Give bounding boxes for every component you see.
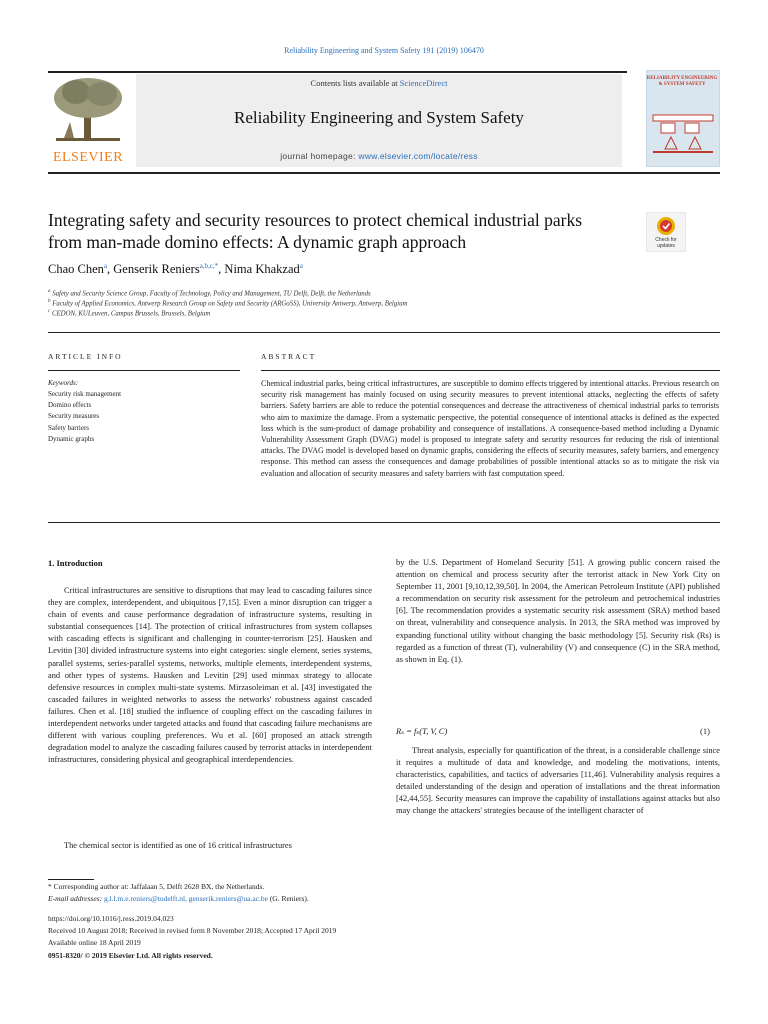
equation-1: Rₛ = fₛ(T, V, C) (396, 726, 448, 736)
sciencedirect-link[interactable]: ScienceDirect (399, 78, 448, 88)
author-sup[interactable]: a (103, 262, 108, 270)
footnote-rule (48, 879, 94, 880)
affiliation (48, 299, 698, 307)
email-suffix: (G. Reniers). (267, 894, 309, 903)
section-rule (48, 522, 720, 523)
contents-line (136, 78, 622, 88)
affiliation-sup: c (48, 309, 51, 314)
contents-prefix: Contents lists available at (310, 78, 400, 88)
keywords-label: Keywords: (48, 379, 79, 387)
elsevier-wordmark: ELSEVIER (52, 150, 124, 165)
header-rule-bottom (48, 172, 720, 174)
author-sup[interactable]: a (299, 262, 303, 270)
affiliation-text: Safety and Security Science Group, Faculty of Technology, Policy and Management, TU Delft, Delft, the Netherlands (52, 290, 371, 298)
email-line (48, 894, 309, 903)
email-links[interactable]: g.l.l.m.e.reniers@tudelft.nl, genserik.reniers@ua.ac.be (103, 894, 268, 903)
affiliation-text: CEDON, KULeuven, Campus Brussels, Brussels, Belgium (51, 310, 211, 318)
journal-citation[interactable]: Reliability Engineering and System Safety 191 (2019) 106470 (284, 46, 484, 55)
keyword-item: Safety barriers (48, 423, 90, 432)
abstract-text: Chemical industrial parks, being critical infrastructures, are susceptible to domino effects triggered by intentional attacks. Previous research on security risk management has mainly focused on using security measures to prevent intentional attacks, neglecting the effects of safety barriers. Safety barriers are able to reduce the potential consequences and decrease the attractiveness of chemical industrial parks to terrorists who aim to maximize the damage. From a systematic perspective, the potential consequence of intentional attacks is defined as the expected loss which is the sum-product of damage probability and consequence of installations. A consequence-based method including a Dynamic Vulnerability Assessment Graph (DVAG) model is proposed to integrate safety and security resources for reducing the risk of intentional attacks. The DVAG model is developed based on dynamic graphs, considering the effects of security measures, safety barriers, and emergency response. This method can assess the consequences and damage probabilities of possible intentional attacks so as to mitigate the risk via evaluation and allocation of security measures and safety barriers with fast computation speed. (261, 379, 719, 478)
author-name[interactable]: Nima Khakzad (224, 262, 300, 277)
keyword-list (48, 389, 248, 445)
article-title-line2: from man-made domino effects: A dynamic graph approach (48, 232, 467, 252)
affiliation (48, 309, 698, 317)
check-for-updates-badge[interactable] (646, 212, 686, 252)
keyword-item: Domino effects (48, 401, 92, 410)
author-name[interactable]: Chao Chen (48, 262, 104, 277)
affiliation-sup: a (48, 289, 51, 294)
keyword-item: Security risk management (48, 390, 122, 398)
article-title-line1: Integrating safety and security resources to protect chemical industrial parks (48, 210, 583, 230)
affiliation-text: Faculty of Applied Economics, Antwerp Research Group on Safety and Security (ARGoSS), University Antwerp, Antwerp, Belgium (52, 300, 408, 308)
equation-number: (1) (700, 726, 710, 736)
available-online: Available online 18 April 2019 (48, 938, 141, 947)
check-for-updates-label: Check for updates (655, 237, 677, 249)
journal-homepage (136, 151, 622, 161)
header-rule-top (48, 71, 627, 73)
cover-title: RELIABILITY ENGINEERING & SYSTEM SAFETY (646, 76, 718, 87)
section-heading-introduction: 1. Introduction (48, 558, 103, 568)
article-title (48, 209, 628, 253)
doi-link[interactable]: https://doi.org/10.1016/j.ress.2019.04.023 (48, 914, 174, 923)
received-dates: Received 10 August 2018; Received in revised form 8 November 2018; Accepted 17 April 2019 (48, 926, 337, 935)
corresponding-author-note: * Corresponding author at: Jaffalaan 5, Delft 2628 BX, the Netherlands. (48, 882, 265, 891)
homepage-link[interactable]: www.elsevier.com/locate/ress (358, 151, 478, 161)
keyword-item: Dynamic graphs (48, 434, 95, 443)
affiliation (48, 289, 698, 297)
email-label: E-mail addresses: (48, 894, 103, 903)
section-rule (48, 332, 720, 333)
keyword-item: Security measures (48, 412, 100, 421)
article-info-rule (48, 370, 240, 371)
author-sup[interactable]: a,b,c,* (199, 262, 219, 270)
intro-paragraph-3: by the U.S. Department of Homeland Security [51]. A growing public concern raised the attention on chemical and process security after the terrorist attack in New York City on September 11, 2001 [9,10,12,39,50]. In 2004, the American Petroleum Institute (API) published a recommendation on security risk assessment for the petroleum and petrochemical industries [6]. The recommendation provides a systematic security risk assessment (SRA) method based on threat, vulnerability and consequence analysis. In 2013, the SRA method was improved by expanding functional utility without changing the basic methodology [5]. Security risk (Rs) is regarded as a function of threat (T), vulnerability (V) and consequence (C) in the SRA method, as shown in Eq. (1). (396, 558, 720, 664)
author-name[interactable]: Genserik Reniers (113, 262, 200, 277)
affiliation-sup: b (48, 299, 51, 304)
copyright: 0951-8320/ © 2019 Elsevier Ltd. All rights reserved. (48, 951, 213, 960)
intro-paragraph-2: The chemical sector is identified as one of 16 critical infrastructures (64, 841, 292, 850)
abstract-rule (261, 370, 720, 371)
journal-title: Reliability Engineering and System Safety (234, 108, 524, 127)
author-list: Chao Chen$^a$, Genserik Reniers$^{a,b,c,*}$, Nima Khakzad$^a$ (48, 262, 303, 277)
article-info-heading: ARTICLE INFO (48, 352, 123, 361)
homepage-prefix: journal homepage: (280, 151, 359, 161)
abstract-heading: ABSTRACT (261, 352, 317, 361)
intro-paragraph-4: Threat analysis, especially for quantification of the threat, is a considerable challenge since it requires a multitude of data and knowledge, and modeling the motivations, intents, characteristics, capabilities, and tactics of adversaries [11,46]. Vulnerability analysis requires a detailed understanding of the design and operation of installations and the threat information [42,44,55]. Security measures can improve the capability of installations against attacks but also may change the attackers' strategies because of the intelligent character of (396, 746, 720, 816)
intro-paragraph-1: Critical infrastructures are sensitive to disruptions that may lead to cascading failures since they are complex, interdependent, and ubiquitous [7,15]. Even a minor disruption can trigger a chain of events and cause performance degradation of infrastructure systems, resulting in substantial consequences [14]. The protection of critical infrastructures from system collapses with cascading effects is significant and challenging in counter-terrorism [25]. Hausken and Levitin [30] divided infrastructure systems into eight categories: single element, series systems, parallel systems, series-parallel systems, networks, multiple elements, interdependent systems, and other types of systems. Hausken and Levitin [29] used minmax strategy to allocate defensive resources in complex multi-state systems. Mirzasoleiman et al. [43] investigated the cascaded failures in weighted networks to assess the networks' robustness against cascaded failures. Chen et al. [18] studied the influence of coupling effect on the cascading failures in interdependent networks under targeted attacks and found that cascading failure mechanisms are different with various coupling preferences. Wu et al. [60] proposed an attack strength degradation model to analyze the cascading failures caused by terrorist attacks in interdependent infrastructures, considering physical and geographical interdependencies. (48, 586, 372, 765)
